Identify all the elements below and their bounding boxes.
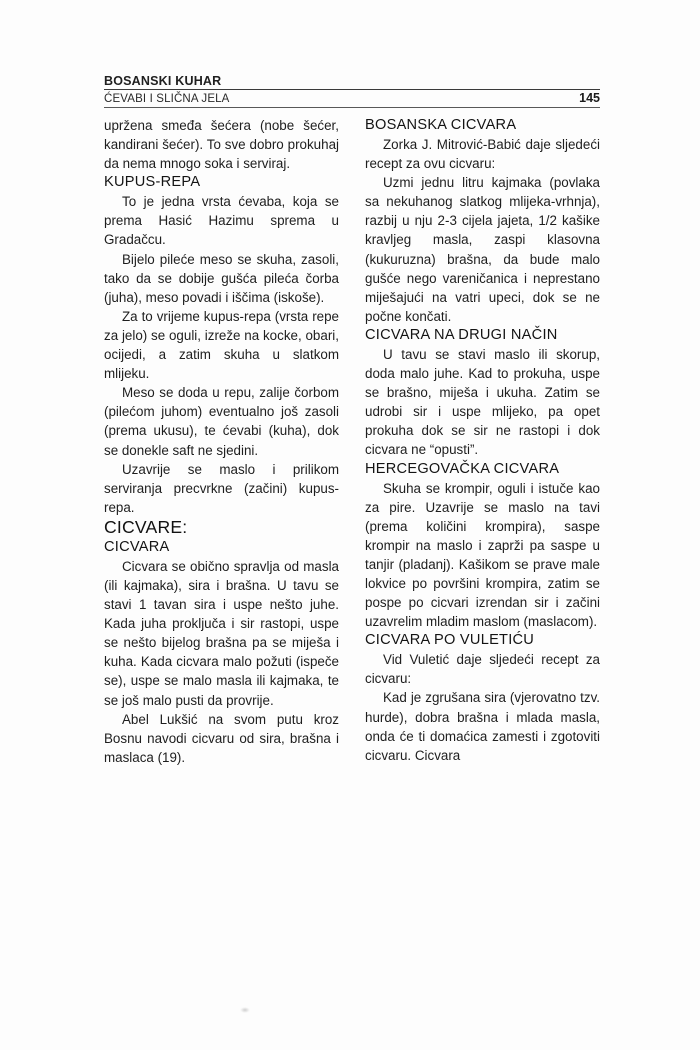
heading-cicvara: CICVARA [104, 538, 170, 555]
paragraph-kupus-repa-4: Meso se doda u repu, zalije čorbom (pilećom juhom) eventualno još zasoli (prema ukusu), te ćevabi (kuha), dok se donekle saft ne sjedini. [104, 385, 339, 458]
paragraph-kupus-repa-3: Za to vrijeme kupus-repa (vrsta repe za jelo) se oguli, izreže na kocke, obari, ocijedi, a zatim skuha u slatkom mlijeku. [104, 308, 339, 382]
heading-cicvara-po-vuleticu: CICVARA PO VULETIĆU [365, 632, 535, 649]
heading-kupus-repa: KUPUS-REPA [104, 174, 201, 191]
running-head [104, 74, 600, 108]
header-rule-top [104, 89, 600, 90]
paragraph-bosanska-cicvara-2: Uzmi jednu litru kajmaka (povlaka sa nekuhanog slatkog mlijeka-vrhnja), razbij u nju 2-3 cijela jajeta, 1/2 kašike kravljeg masla, zaspi klasovna (kukuruzna) brašna, da bude malo gušće nego vareničanica i neprestano miješajući na vatri upeci, dok se ne počne končati. [365, 175, 600, 324]
page-number: 145 [579, 91, 600, 105]
scan-artifact [240, 1007, 250, 1013]
chapter-title: ĆEVABI I SLIČNA JELA [104, 93, 230, 105]
body-columns [104, 116, 600, 976]
paragraph-kupus-repa-1: To je jedna vrsta ćevaba, koja se prema Hasić Hazimu sprema u Gradačcu. [104, 194, 339, 248]
heading-hercegovacka-cicvara: HERCEGOVAČKA CICVARA [365, 460, 560, 477]
book-title: BOSANSKI KUHAR [104, 74, 222, 88]
heading-bosanska-cicvara: BOSANSKA CICVARA [365, 117, 517, 133]
chapter-row [104, 91, 600, 106]
paragraph-bosanska-cicvara-1: Zorka J. Mitrović-Babić daje sljedeći recept za ovu cicvaru: [365, 137, 600, 172]
paragraph-cicvara-2: Abel Lukšić na svom putu kroz Bosnu navodi cicvaru od sira, brašna i maslaca (19). [104, 711, 339, 765]
heading-cicvare: CICVARE: [104, 516, 188, 537]
paragraph-drugi-nacin-1: U tavu se stavi maslo ili skorup, doda malo juhe. Kad to prokuha, uspe se brašno, miješa i ukuha. Zatim se udrobi sir i uspe mlijeko, pa opet prokuha dok se sir ne rastopi i dok cicvara ne “opusti”. [365, 346, 600, 458]
right-column [365, 116, 600, 976]
paragraph-vuletic-1: Vid Vuletić daje sljedeći recept za cicvaru: [365, 652, 600, 687]
paragraph-hercegovacka-1: Skuha se krompir, oguli i istuče kao za pire. Uzavrije se maslo na tavi (prema količini krompira), saspe krompir na maslo i zaprži pa saspe u tanjir (pladanj). Kašikom se prave male lokvice po površini krompira, zatim se pospe po cicvari izrendan sir i začini uzavrelim mladim maslom (maslacom). [365, 480, 600, 630]
heading-cicvara-na-drugi-nacin: CICVARA NA DRUGI NAČIN [365, 326, 558, 343]
left-column [104, 116, 339, 976]
continued-paragraph: upržena smeđa šećera (nobe šećer, kandirani šećer). To sve dobro prokuhaj da nema mnogo soka i serviraj. [104, 118, 339, 172]
header-rule-bottom [104, 107, 600, 108]
paragraph-kupus-repa-2: Bijelo pileće meso se skuha, zasoli, tako da se dobije gušća pileća čorba (juha), meso povadi i iščima (iskoše). [104, 251, 339, 305]
paragraph-kupus-repa-5: Uzavrije se maslo i prilikom serviranja precvrkne (začini) kupus-repa. [104, 461, 339, 515]
paragraph-cicvara-1: Cicvara se obično spravlja od masla (ili kajmaka), sira i brašna. U tavu se stavi 1 tavan sira i uspe nešto juhe. Kada juha proključa i sir rastopi, uspe se nešto bijelog brašna pa se miješa i kuha. Kada cicvara malo požuti (ispeče se), uspe se malo masla ili kajmaka, te se još malo pusti da provrije. [104, 558, 339, 708]
paragraph-vuletic-2: Kad je zgrušana sira (vjerovatno tzv. hurde), dobra brašna i mlada masla, onda će ti domaćica zamesti i zgotoviti cicvaru. Cicvara [365, 690, 600, 763]
